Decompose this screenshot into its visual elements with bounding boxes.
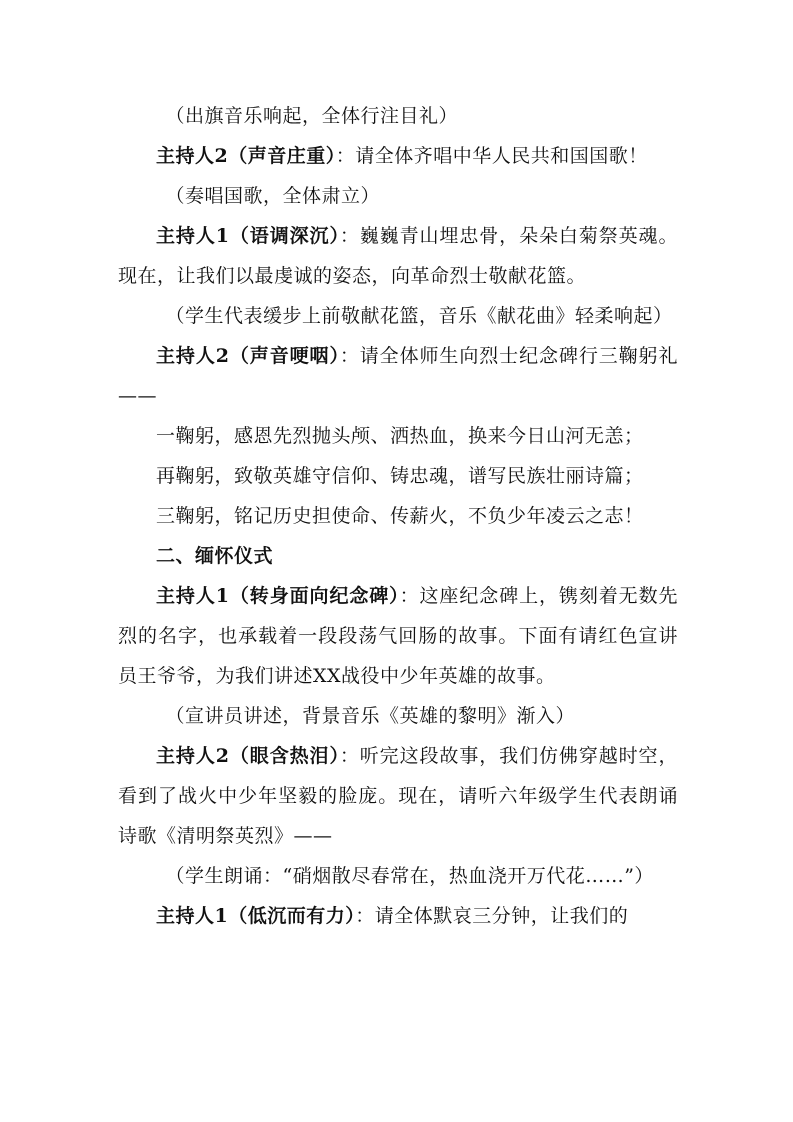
- line-text: ：听完这段故事，我们仿佛穿越时空，看到了战火中少年坚毅的脸庞。现在，请听六年级学生代表朗诵诗歌《清明祭英烈》——: [118, 745, 678, 847]
- tone-note: （语调深沉）: [229, 225, 340, 247]
- speaker-label: 主持人2: [156, 345, 230, 367]
- line-text: ：这座纪念碑上，镌刻着无数先烈的名字，也承载着一段段荡气回肠的故事。下面有请红色宣讲员王爷爷，为我们讲述XX战役中少年英雄的故事。: [118, 585, 678, 687]
- line-text: ：请全体默哀三分钟，让我们的: [355, 905, 629, 927]
- speaker-label: 主持人2: [156, 145, 229, 167]
- stage-direction-flag-music: （出旗音乐响起，全体行注目礼）: [165, 105, 459, 127]
- stage-direction-anthem: （奏唱国歌，全体肃立）: [165, 185, 381, 207]
- speaker-label: 主持人1: [156, 585, 230, 607]
- stage-direction-flower-basket: （学生代表缓步上前敬献花篮，音乐《献花曲》轻柔响起）: [165, 305, 673, 327]
- host1-monument-line: [118, 576, 678, 696]
- tone-note: （转身面向纪念碑）: [229, 585, 400, 607]
- tone-note: （低沉而有力）: [228, 905, 356, 927]
- host1-flower-line: [118, 216, 678, 296]
- third-bow-line: 三鞠躬，铭记历史担使命、传薪火，不负少年凌云之志！: [156, 505, 644, 527]
- second-bow-line: 再鞠躬，致敬英雄守信仰、铸忠魂，谱写民族壮丽诗篇；: [156, 465, 644, 487]
- speaker-label: 主持人1: [156, 225, 230, 247]
- stage-direction-lecture: （宣讲员讲述，背景音乐《英雄的黎明》渐入）: [165, 705, 576, 727]
- document-page: [118, 96, 678, 936]
- line-text: ：巍巍青山埋忠骨，朵朵白菊祭英魂。现在，让我们以最虔诚的姿态，向革命烈士敬献花篮。: [118, 225, 678, 287]
- host2-poem-line: [118, 736, 678, 856]
- speaker-label: 主持人2: [156, 745, 230, 767]
- speaker-label: 主持人1: [156, 905, 229, 927]
- line-text: ：请全体齐唱中华人民共和国国歌！: [335, 145, 648, 167]
- tone-note: （眼含热泪）: [229, 745, 340, 767]
- line-text: ：请全体师生向烈士纪念碑行三鞠躬礼——: [118, 345, 678, 407]
- section-heading-memorial: 二、缅怀仪式: [156, 545, 274, 567]
- tone-note: （声音庄重）: [228, 145, 336, 167]
- host2-bow-line: [118, 336, 678, 416]
- stage-direction-recitation: （学生朗诵：“硝烟散尽春常在，热血浇开万代花……”）: [165, 865, 654, 887]
- tone-note: （声音哽咽）: [229, 345, 340, 367]
- host1-silence-line: [118, 896, 678, 936]
- first-bow-line: 一鞠躬，感恩先烈抛头颅、洒热血，换来今日山河无恙；: [156, 425, 644, 447]
- host2-anthem-line: [118, 136, 678, 176]
